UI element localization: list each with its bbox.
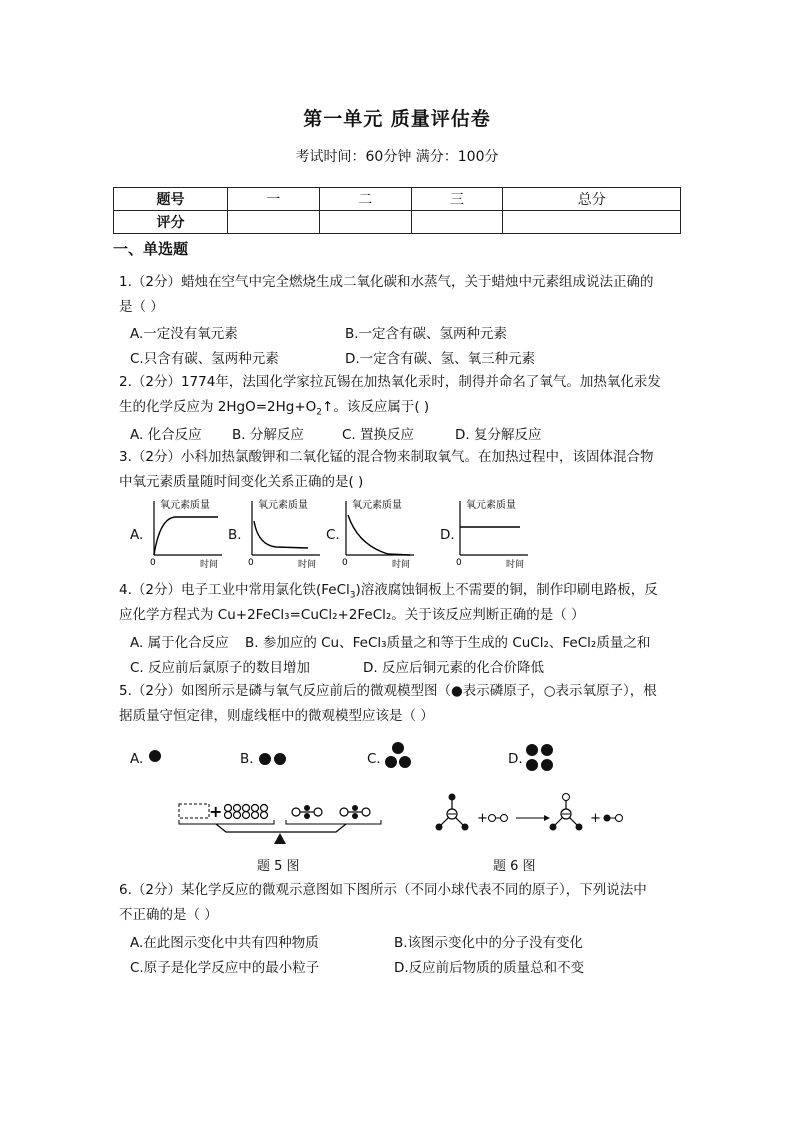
question-text: 不正确的是（ ） xyxy=(119,907,218,923)
figure-caption: 题 6 图 xyxy=(493,859,536,874)
exam-info: 考试时间：60分钟 满分：100分 xyxy=(295,149,499,165)
svg-text:+: + xyxy=(590,811,601,826)
axis-label: 时间 xyxy=(506,560,525,569)
question-text: 4.（2分）电子工业中常用氯化铁(FeCl$_3$)溶液腐蚀铜板上不需要的铜，制作印刷电路板，反 xyxy=(119,582,658,601)
question-text: 1.（2分）蜡烛在空气中完全燃烧生成二氧化碳和水蒸气，关于蜡烛中元素组成说法正确的 xyxy=(119,274,654,290)
option-a[interactable]: A. 化合反应 xyxy=(130,427,202,443)
option-b[interactable]: B. 参加应的 Cu、FeCl₃质量之和等于生成的 CuCl₂、FeCl₂质量之和 xyxy=(245,635,651,651)
graph-b[interactable] xyxy=(246,497,326,569)
axis-label: 时间 xyxy=(200,560,219,569)
axis-label: 氧元素质量 xyxy=(466,500,516,511)
option-d[interactable]: D.反应前后物质的质量总和不变 xyxy=(394,960,585,976)
table-header-cell: 二 xyxy=(319,188,411,211)
option-c[interactable]: C. 反应前后氯原子的数目增加 xyxy=(130,660,311,676)
option-b[interactable]: B. xyxy=(240,751,254,767)
table-header-cell: 一 xyxy=(228,188,320,211)
table-header-cell: 三 xyxy=(411,188,503,211)
option-c[interactable]: C. 置换反应 xyxy=(342,427,415,443)
question-text: 5.（2分）如图所示是磷与氧气反应前后的微观模型图（●表示磷原子，○表示氧原子），根 xyxy=(119,683,657,699)
option-c[interactable]: C. xyxy=(367,751,381,767)
question-3 xyxy=(119,445,679,495)
option-a[interactable]: A. 属于化合反应 xyxy=(130,635,229,651)
axis-label: 时间 xyxy=(392,560,411,569)
question-4 xyxy=(119,578,679,628)
option-d[interactable]: D. 复分解反应 xyxy=(455,427,542,443)
table-header-cell: 总分 xyxy=(503,188,681,211)
axis-origin: 0 xyxy=(342,558,348,568)
table-header-cell: 题号 xyxy=(114,188,228,211)
option-b[interactable]: B. 分解反应 xyxy=(232,427,304,443)
option-d[interactable]: D. xyxy=(440,527,455,543)
score-cell[interactable] xyxy=(228,211,320,234)
question-6 xyxy=(119,878,679,928)
option-b[interactable]: B. xyxy=(228,527,242,543)
option-b[interactable]: B.该图示变化中的分子没有变化 xyxy=(394,935,584,951)
score-cell[interactable] xyxy=(503,211,681,234)
axis-label: 氧元素质量 xyxy=(352,500,402,511)
question-text: 应化学方程式为 Cu+2FeCl₃=CuCl₂+2FeCl₂。关于该反应判断正确的是（ ） xyxy=(119,607,585,623)
graph-c[interactable] xyxy=(340,497,420,569)
question-text: 2.（2分）1774年，法国化学家拉瓦锡在加热氧化汞时，制得并命名了氧气。加热氧化汞发 xyxy=(119,374,661,390)
score-table xyxy=(113,187,681,234)
option-d[interactable]: D.一定含有碳、氢、氧三种元素 xyxy=(345,351,536,367)
graph-a[interactable] xyxy=(148,497,228,569)
question-text: 是（ ） xyxy=(119,299,164,315)
question-text: 生的化学反应为 $2HgO=2Hg+O_2↑$。该反应属于( ) xyxy=(119,399,430,418)
dot-model-d xyxy=(524,743,558,773)
option-d[interactable]: D. 反应后铜元素的化合价降低 xyxy=(363,660,544,676)
question-text: 6.（2分）某化学反应的微观示意图如下图所示（不同小球代表不同的原子），下列说法中 xyxy=(119,882,647,898)
axis-origin: 0 xyxy=(248,558,254,568)
table-row xyxy=(114,188,681,211)
dot-model-b xyxy=(257,750,291,768)
graph-d[interactable] xyxy=(454,497,534,569)
option-c[interactable]: C. xyxy=(326,527,340,543)
svg-text:+: + xyxy=(477,811,488,826)
option-a[interactable]: A. xyxy=(130,751,144,767)
dot-model-c xyxy=(383,741,417,771)
axis-label: 时间 xyxy=(298,560,317,569)
figure-6-reaction xyxy=(432,790,632,840)
option-c[interactable]: C.原子是化学反应中的最小粒子 xyxy=(130,960,320,976)
option-b[interactable]: B.一定含有碳、氢两种元素 xyxy=(345,326,508,342)
dot-model-a xyxy=(146,748,166,766)
option-d[interactable]: D. xyxy=(508,751,523,767)
option-a[interactable]: A. xyxy=(130,527,144,543)
option-a[interactable]: A.在此图示变化中共有四种物质 xyxy=(130,935,319,951)
score-cell[interactable] xyxy=(411,211,503,234)
figure-5-balance xyxy=(176,798,386,846)
svg-text:+: + xyxy=(209,802,223,821)
option-a[interactable]: A.一定没有氧元素 xyxy=(130,326,238,342)
axis-origin: 0 xyxy=(456,558,462,568)
section-title: 一、单选题 xyxy=(113,240,189,258)
question-text: 中氧元素质量随时间变化关系正确的是( ) xyxy=(119,474,364,490)
axis-origin: 0 xyxy=(150,558,156,568)
axis-label: 氧元素质量 xyxy=(160,500,210,511)
page-title: 第一单元 质量评估卷 xyxy=(303,108,491,130)
table-row xyxy=(114,211,681,234)
option-c[interactable]: C.只含有碳、氢两种元素 xyxy=(130,351,279,367)
question-1 xyxy=(119,270,679,320)
axis-label: 氧元素质量 xyxy=(258,500,308,511)
question-text: 据质量守恒定律，则虚线框中的微观模型应该是（ ） xyxy=(119,708,434,724)
figure-caption: 题 5 图 xyxy=(257,859,300,874)
question-5 xyxy=(119,679,679,729)
table-label-cell: 评分 xyxy=(114,211,228,234)
score-cell[interactable] xyxy=(319,211,411,234)
question-2 xyxy=(119,370,679,420)
question-text: 3.（2分）小科加热氯酸钾和二氧化锰的混合物来制取氧气。在加热过程中，该固体混合物 xyxy=(119,449,654,465)
